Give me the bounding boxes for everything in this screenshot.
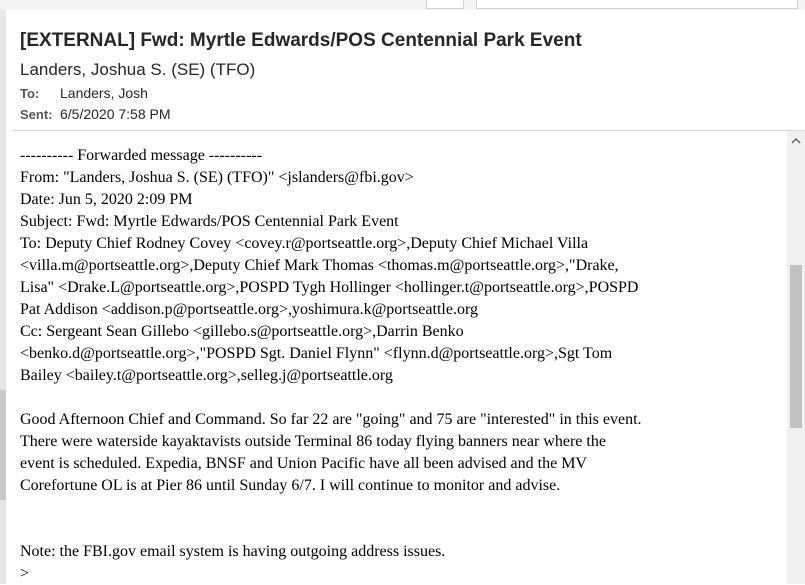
sent-label: Sent: <box>20 107 53 122</box>
body-paragraph-line: Corefortune OL is at Pier 86 until Sunday 6/7. I will continue to monitor and advise. <box>20 477 561 494</box>
forwarded-to-line: Lisa" <Drake.L@portseattle.org>,POSPD Tygh Hollinger <hollinger.t@portseattle.org>,POSPD <box>20 279 639 296</box>
to-recipient[interactable]: Landers, Josh <box>60 85 148 101</box>
forwarded-cc-line: Bailey <bailey.t@portseattle.org>,selleg.j@portseattle.org <box>20 367 393 384</box>
sent-timestamp: 6/5/2020 7:58 PM <box>60 106 171 122</box>
forwarded-cc-line: Cc: Sergeant Sean Gillebo <gillebo.s@portseattle.org>,Darrin Benko <box>20 323 464 340</box>
quote-marker: > <box>20 565 30 582</box>
forwarded-subject-line: Subject: Fwd: Myrtle Edwards/POS Centennial Park Event <box>20 213 399 230</box>
body-paragraph-line: Good Afternoon Chief and Command. So far 22 are "going" and 75 are "interested" in this event. <box>20 411 642 428</box>
message-header <box>12 10 805 130</box>
body-paragraph-line: There were waterside kayaktavists outside Terminal 86 today flying banners near where the <box>20 433 606 450</box>
forwarded-to-line: <villa.m@portseattle.org>,Deputy Chief Mark Thomas <thomas.m@portseattle.org>,"Drake, <box>20 257 619 274</box>
chevron-up-icon[interactable] <box>787 131 805 151</box>
spacer <box>20 497 785 541</box>
spacer <box>20 387 785 409</box>
note-line: Note: the FBI.gov email system is having outgoing address issues. <box>20 543 446 560</box>
left-scrollbar-thumb[interactable] <box>0 390 6 500</box>
forwarded-cc-line: <benko.d@portseattle.org>,"POSPD Sgt. Daniel Flynn" <flynn.d@portseattle.org>,Sgt Tom <box>20 345 613 362</box>
body-paragraph-line: event is scheduled. Expedia, BNSF and Union Pacific have all been advised and the MV <box>20 455 587 472</box>
header-divider <box>12 130 805 131</box>
forwarded-date-line: Date: Jun 5, 2020 2:09 PM <box>20 191 193 208</box>
forwarded-to-line: To: Deputy Chief Rodney Covey <covey.r@portseattle.org>,Deputy Chief Michael Villa <box>20 235 589 252</box>
email-subject: [EXTERNAL] Fwd: Myrtle Edwards/POS Centennial Park Event <box>20 30 582 51</box>
forwarded-to-line: Pat Addison <addison.p@portseattle.org>,yoshimura.k@portseattle.org <box>20 301 478 318</box>
to-label: To: <box>20 86 40 101</box>
message-body <box>20 145 785 585</box>
forwarded-from-line: From: "Landers, Joshua S. (SE) (TFO)" <jslanders@fbi.gov> <box>20 169 414 186</box>
left-scrollbar[interactable] <box>0 10 6 584</box>
body-scrollbar[interactable] <box>787 131 805 584</box>
forwarded-header-line: ---------- Forwarded message ---------- <box>20 147 263 164</box>
email-sender[interactable]: Landers, Joshua S. (SE) (TFO) <box>20 60 256 79</box>
toolbar-button[interactable] <box>426 0 464 9</box>
toolbar-search-box[interactable] <box>476 0 798 9</box>
scrollbar-thumb[interactable] <box>790 265 802 428</box>
